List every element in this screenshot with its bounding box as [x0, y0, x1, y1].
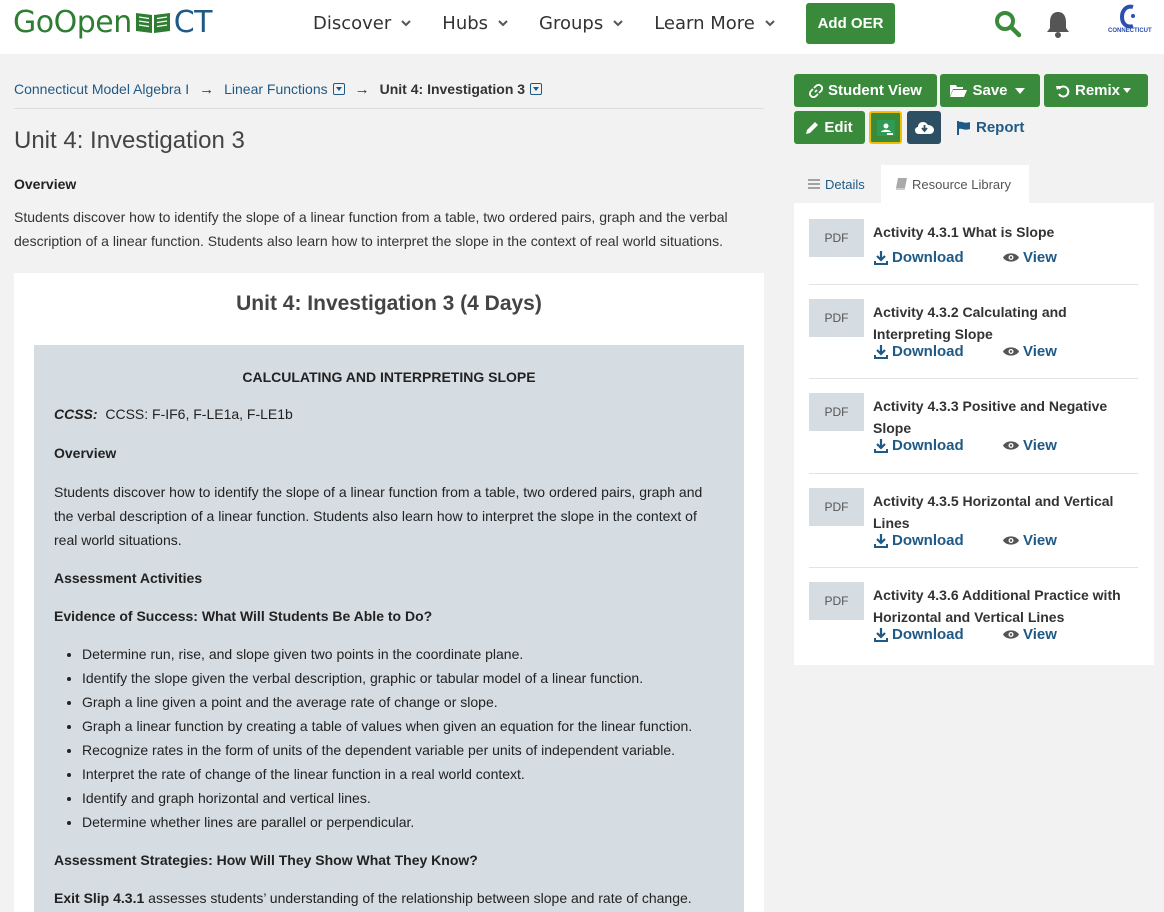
student-view-label: Student View [828, 82, 922, 99]
eye-icon [1003, 346, 1019, 357]
download-link[interactable] [874, 532, 964, 549]
download-link[interactable] [874, 343, 964, 360]
download-icon [874, 251, 888, 265]
breadcrumb-root[interactable]: Connecticut Model Algebra I [14, 81, 190, 97]
list-item [809, 285, 1138, 379]
section-heading: CALCULATING AND INTERPRETING SLOPE [242, 369, 536, 385]
list-icon [808, 179, 820, 189]
content-box [34, 345, 744, 912]
pdf-badge: PDF [809, 393, 864, 431]
download-label: Download [892, 249, 964, 266]
download-link[interactable] [874, 249, 964, 266]
eye-icon [1003, 535, 1019, 546]
eye-icon [1003, 629, 1019, 640]
overview-heading: Overview [14, 176, 77, 192]
book-icon [134, 9, 172, 35]
view-label: View [1023, 343, 1057, 360]
eye-icon [1003, 252, 1019, 263]
remix-label: Remix [1074, 82, 1121, 99]
evidence-heading: Evidence of Success: What Will Students Be Able to Do? [54, 608, 433, 624]
exit-slip-text: assesses students’ understanding of the relationship between slope and rate of change. [144, 890, 692, 906]
resource-title[interactable]: Activity 4.3.6 Additional Practice with Horizontal and Vertical Lines [873, 587, 1121, 625]
overview-text: Students discover how to identify the slope of a linear function from a table, two ordered pairs, graph and the verbal description of a linear function. Students also learn how to interpret the slope in the context of real world situations. [14, 209, 728, 249]
box-overview-heading: Overview [54, 445, 117, 461]
nav-discover[interactable] [313, 13, 411, 34]
book-icon [896, 178, 907, 190]
pdf-badge: PDF [809, 582, 864, 620]
link-icon [809, 84, 823, 98]
chevron-down-icon [613, 20, 623, 27]
view-label: View [1023, 532, 1057, 549]
goopenct-logo[interactable] [13, 4, 212, 40]
resource-title[interactable]: Activity 4.3.3 Positive and Negative Slope [873, 398, 1108, 436]
download-link[interactable] [874, 437, 964, 454]
view-label: View [1023, 249, 1057, 266]
pencil-icon [806, 121, 819, 134]
view-link[interactable] [1003, 626, 1057, 643]
caret-down-icon [1123, 88, 1131, 93]
download-label: Download [892, 626, 964, 643]
assessment-heading: Assessment Activities [54, 570, 203, 586]
strategies-heading: Assessment Strategies: How Will They Show What They Know? [54, 852, 478, 868]
logo-ct-text: CT [173, 4, 213, 40]
breadcrumb [14, 81, 764, 109]
list-item: • Identify the slope given the verbal description, graphic or tabular model of a linear function. [82, 666, 692, 690]
report-link[interactable] [957, 119, 1024, 136]
ccss-line [54, 406, 293, 422]
resource-title[interactable]: Activity 4.3.5 Horizontal and Vertical Lines [873, 493, 1114, 531]
logo-go-text: GoOpen [13, 4, 132, 40]
save-label: Save [972, 82, 1008, 99]
avatar-label: CONNECTICUT [1108, 28, 1152, 34]
evidence-list [82, 642, 692, 834]
breadcrumb-arrow: → [199, 81, 215, 98]
nav-hubs-label: Hubs [442, 13, 489, 34]
nav-groups-label: Groups [539, 13, 604, 34]
tab-details-label: Details [825, 176, 865, 192]
view-label: View [1023, 437, 1057, 454]
ccss-value: CCSS: F-IF6, F-LE1a, F-LE1b [105, 406, 293, 422]
download-label: Download [892, 532, 964, 549]
dropdown-caret-icon[interactable] [333, 83, 345, 95]
cloud-download-button[interactable] [907, 111, 941, 144]
top-header [0, 0, 1164, 54]
download-label: Download [892, 437, 964, 454]
nav-learn-more[interactable] [654, 13, 775, 34]
pdf-badge: PDF [809, 488, 864, 526]
resource-library-panel [794, 203, 1154, 665]
edit-button[interactable] [794, 111, 865, 144]
download-icon [874, 628, 888, 642]
nav-learn-more-label: Learn More [654, 13, 755, 34]
tab-details[interactable] [794, 165, 880, 203]
breadcrumb-section[interactable]: Linear Functions [224, 81, 328, 97]
list-item: • Determine whether lines are parallel or perpendicular. [82, 810, 692, 834]
bell-icon[interactable] [1045, 10, 1071, 38]
list-item: • Graph a line given a point and the average rate of change or slope. [82, 690, 692, 714]
cloud-download-icon [915, 121, 934, 135]
chevron-down-icon [765, 20, 775, 27]
chevron-down-icon [498, 20, 508, 27]
undo-icon [1056, 84, 1070, 98]
breadcrumb-current: Unit 4: Investigation 3 [379, 81, 526, 97]
nav-discover-label: Discover [313, 13, 392, 34]
student-view-button[interactable] [794, 74, 937, 107]
list-item [809, 568, 1138, 662]
search-icon[interactable] [994, 10, 1022, 38]
list-item: • Recognize rates in the form of units of the dependent variable per units of independent variable. [82, 738, 692, 762]
save-button[interactable] [940, 74, 1040, 107]
pdf-badge: PDF [809, 299, 864, 337]
list-item: • Identify and graph horizontal and vertical lines. [82, 786, 692, 810]
main-nav [313, 13, 775, 34]
exit-slip-label: Exit Slip 4.3.1 [54, 890, 145, 906]
google-classroom-button[interactable] [869, 111, 902, 144]
list-item [809, 205, 1138, 285]
download-label: Download [892, 343, 964, 360]
view-link[interactable] [1003, 249, 1057, 266]
add-oer-button[interactable]: Add OER [806, 3, 895, 44]
list-item: • Interpret the rate of change of the linear function in a real world context. [82, 762, 692, 786]
ct-seal-icon [1108, 4, 1152, 42]
ccss-label: CCSS: [54, 406, 98, 422]
list-item [809, 379, 1138, 474]
view-link[interactable] [1003, 343, 1057, 360]
dropdown-caret-icon[interactable] [530, 83, 542, 95]
chevron-down-icon [401, 20, 411, 27]
resource-title[interactable]: Activity 4.3.2 Calculating and Interpreting Slope [873, 304, 1067, 342]
classroom-icon [876, 119, 896, 137]
box-overview-text: Students discover how to identify the slope of a linear function from a table, two ordered pairs, graph and the verbal description of a linear function. Students also learn how to interpret the slope in the context of real world situations. [54, 484, 703, 548]
report-label: Report [976, 119, 1025, 136]
folder-open-icon [950, 84, 967, 97]
card-title: Unit 4: Investigation 3 (4 Days) [236, 292, 542, 315]
download-icon [874, 345, 888, 359]
download-icon [874, 534, 888, 548]
nav-groups[interactable] [539, 13, 623, 34]
remix-button[interactable] [1044, 74, 1148, 107]
download-icon [874, 439, 888, 453]
breadcrumb-arrow: → [354, 81, 370, 98]
caret-down-icon [1015, 88, 1025, 94]
list-item: • Graph a linear function by creating a table of values when given an equation for the linear function. [82, 714, 692, 738]
resource-title[interactable]: Activity 4.3.1 What is Slope [873, 224, 1055, 240]
nav-hubs[interactable] [442, 13, 508, 34]
list-item [809, 474, 1138, 568]
view-label: View [1023, 626, 1057, 643]
pdf-badge: PDF [809, 219, 864, 257]
view-link[interactable] [1003, 532, 1057, 549]
tab-library-label: Resource Library [912, 176, 1011, 192]
content-card [14, 273, 764, 912]
eye-icon [1003, 440, 1019, 451]
list-item: • Determine run, rise, and slope given two points in the coordinate plane. [82, 642, 692, 666]
exit-slip-line [54, 890, 692, 906]
flag-icon [957, 121, 971, 135]
view-link[interactable] [1003, 437, 1057, 454]
page-title: Unit 4: Investigation 3 [14, 127, 245, 154]
download-link[interactable] [874, 626, 964, 643]
avatar[interactable] [1108, 4, 1152, 42]
edit-label: Edit [824, 119, 853, 136]
tab-resource-library[interactable] [881, 165, 1029, 203]
